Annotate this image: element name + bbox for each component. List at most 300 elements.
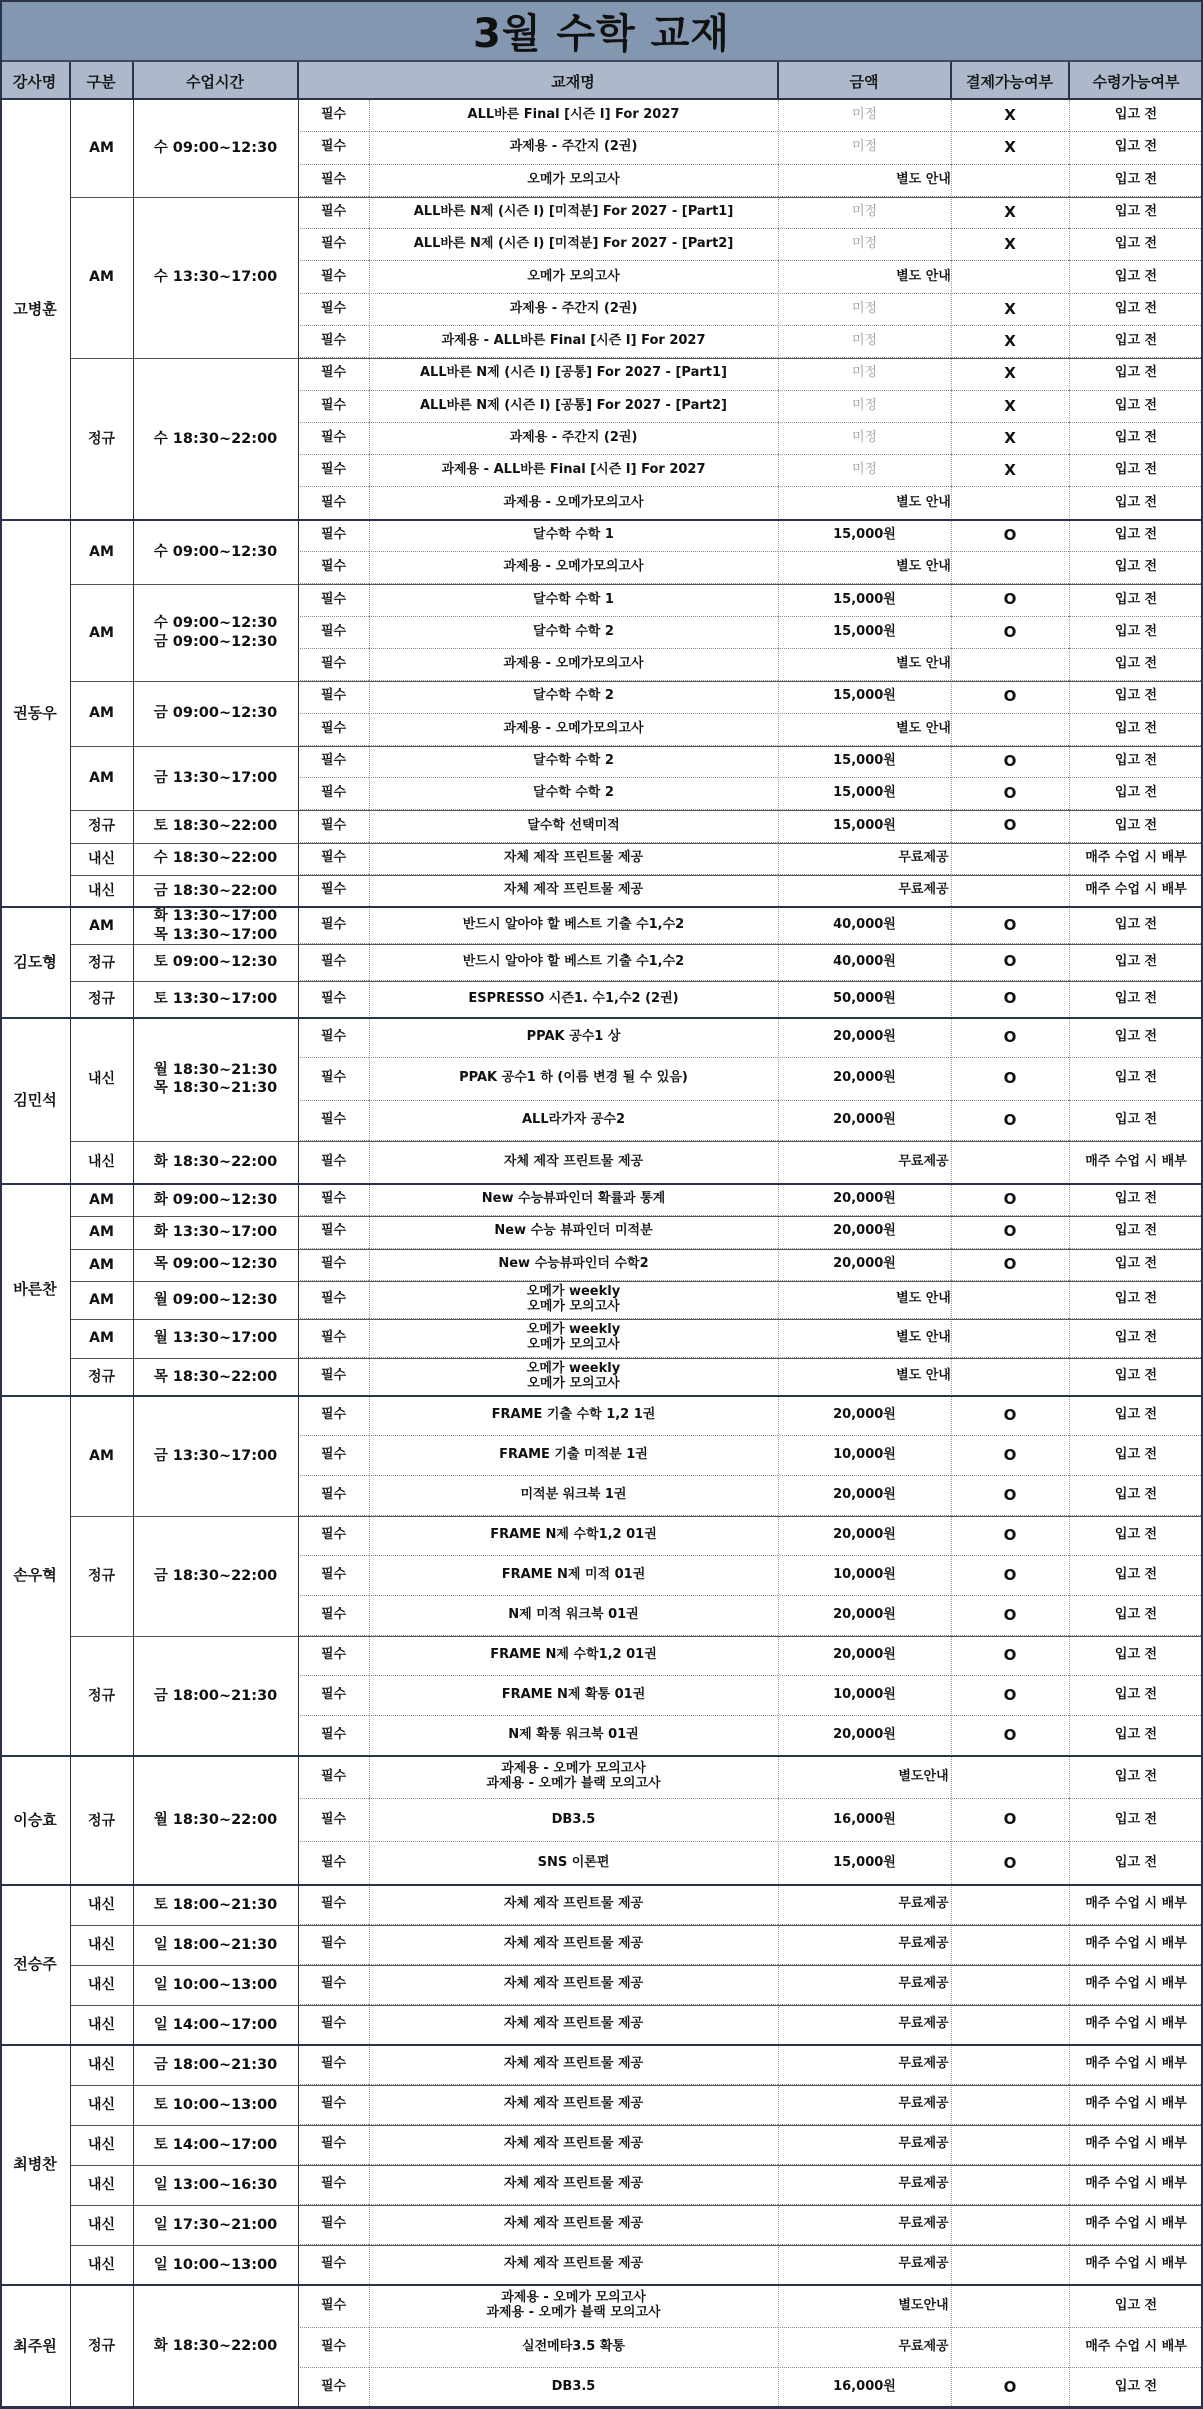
- class-type-cell: 정규: [70, 944, 133, 981]
- payment-availability-cell: O: [951, 1516, 1069, 1556]
- instructor-divider: [0, 1884, 1203, 1886]
- pickup-status-cell: 입고 전: [1069, 1436, 1203, 1476]
- class-time-cell: 일 13:00~16:30: [133, 2165, 298, 2205]
- price-cell: 무료제공: [778, 2125, 1069, 2165]
- class-time-cell: 목 09:00~12:30: [133, 1249, 298, 1281]
- payment-availability-cell: X: [951, 455, 1069, 487]
- group-divider: [70, 2165, 1203, 2166]
- price-cell: 별도 안내: [778, 649, 1069, 681]
- class-type-cell: 내신: [70, 843, 133, 875]
- pickup-status-cell: 입고 전: [1069, 1799, 1203, 1842]
- class-time-cell: 화 13:30~17:00: [133, 1216, 298, 1248]
- class-time-cell: 토 14:00~17:00: [133, 2125, 298, 2165]
- textbook-name-cell: 미적분 워크북 1권: [369, 1476, 778, 1516]
- pickup-status-cell: 매주 수업 시 배부: [1069, 2328, 1203, 2368]
- class-type-cell: AM: [70, 1319, 133, 1357]
- class-time-cell: 일 14:00~17:00: [133, 2005, 298, 2045]
- pickup-status-cell: 매주 수업 시 배부: [1069, 843, 1203, 875]
- class-time-cell: 일 10:00~13:00: [133, 2245, 298, 2285]
- price-cell: 20,000원: [778, 1018, 951, 1058]
- required-cell: 필수: [298, 326, 369, 358]
- required-cell: 필수: [298, 2165, 369, 2205]
- class-type-cell: 내신: [70, 2165, 133, 2205]
- pickup-status-cell: 입고 전: [1069, 2368, 1203, 2408]
- price-cell: 미정: [778, 229, 951, 261]
- textbook-name-cell: 과제용 - ALL바른 Final [시즌 I] For 2027: [369, 455, 778, 487]
- price-cell: 미정: [778, 132, 951, 164]
- payment-availability-cell: O: [951, 944, 1069, 981]
- payment-availability-cell: O: [951, 1799, 1069, 1842]
- payment-availability-cell: O: [951, 907, 1069, 944]
- pickup-status-cell: 매주 수업 시 배부: [1069, 2085, 1203, 2125]
- class-type-cell: 내신: [70, 2125, 133, 2165]
- price-cell: 50,000원: [778, 981, 951, 1018]
- class-time-cell: 금 18:30~22:00: [133, 1516, 298, 1636]
- instructor-name-cell: 바른찬: [0, 1184, 70, 1396]
- textbook-name-cell: New 수능 뷰파인더 미적분: [369, 1216, 778, 1248]
- header-textbook: 교재명: [298, 62, 778, 100]
- textbook-name-cell: 자체 제작 프린트물 제공: [369, 2045, 778, 2085]
- required-cell: 필수: [298, 1885, 369, 1925]
- pickup-status-cell: 매주 수업 시 배부: [1069, 2045, 1203, 2085]
- price-cell: 20,000원: [778, 1636, 951, 1676]
- pickup-status-cell: 입고 전: [1069, 944, 1203, 981]
- required-cell: 필수: [298, 584, 369, 616]
- required-cell: 필수: [298, 2085, 369, 2125]
- price-cell: 무료제공: [778, 1141, 1069, 1184]
- required-cell: 필수: [298, 520, 369, 552]
- header-pickup: 수령가능여부: [1092, 72, 1180, 91]
- payment-availability-cell: O: [951, 681, 1069, 713]
- textbook-name-cell: 자체 제작 프린트물 제공: [369, 2205, 778, 2245]
- price-cell: 10,000원: [778, 1556, 951, 1596]
- price-cell: 미정: [778, 391, 951, 423]
- required-cell: 필수: [298, 2125, 369, 2165]
- pickup-status-cell: 입고 전: [1069, 1058, 1203, 1101]
- textbook-name-cell: DB3.5: [369, 2368, 778, 2408]
- page-title: 3월 수학 교재: [473, 10, 730, 57]
- pickup-status-cell: 매주 수업 시 배부: [1069, 1141, 1203, 1184]
- class-type-cell: 내신: [70, 1141, 133, 1184]
- required-cell: 필수: [298, 1358, 369, 1396]
- price-cell: 20,000원: [778, 1184, 951, 1216]
- header-payment: 결제가능여부: [951, 62, 1069, 100]
- pickup-status-cell: 입고 전: [1069, 1184, 1203, 1216]
- group-divider: [70, 746, 1203, 747]
- class-type-cell: 정규: [70, 1358, 133, 1396]
- class-type-cell: AM: [70, 1184, 133, 1216]
- group-divider: [70, 1216, 1203, 1217]
- price-cell: 별도안내: [778, 1756, 1069, 1799]
- pickup-status-cell: 입고 전: [1069, 455, 1203, 487]
- instructor-name-cell: 김민석: [0, 1018, 70, 1184]
- class-type-cell: 정규: [70, 1756, 133, 1885]
- group-divider: [70, 584, 1203, 585]
- class-time-cell: 월 18:30~21:30 목 18:30~21:30: [133, 1018, 298, 1141]
- price-cell: 15,000원: [778, 810, 951, 842]
- class-time-cell: 수 09:00~12:30 금 09:00~12:30: [133, 584, 298, 681]
- textbook-name-cell: 오메가 모의고사: [369, 165, 778, 197]
- required-cell: 필수: [298, 391, 369, 423]
- required-cell: 필수: [298, 2285, 369, 2328]
- pickup-status-cell: 입고 전: [1069, 1676, 1203, 1716]
- price-cell: 15,000원: [778, 520, 951, 552]
- textbook-name-cell: 과제용 - 오메가모의고사: [369, 714, 778, 746]
- pickup-status-cell: 입고 전: [1069, 487, 1203, 519]
- required-cell: 필수: [298, 649, 369, 681]
- class-time-cell: 화 09:00~12:30: [133, 1184, 298, 1216]
- instructor-name-cell: 고병훈: [0, 100, 70, 520]
- pickup-status-cell: 입고 전: [1069, 326, 1203, 358]
- pickup-status-cell: 입고 전: [1069, 1596, 1203, 1636]
- class-type-cell: AM: [70, 746, 133, 811]
- pickup-status-cell: 입고 전: [1069, 1358, 1203, 1396]
- payment-availability-cell: O: [951, 778, 1069, 810]
- required-cell: 필수: [298, 2368, 369, 2408]
- class-type-cell: 내신: [70, 2205, 133, 2245]
- required-cell: 필수: [298, 1018, 369, 1058]
- textbook-name-cell: New 수능뷰파인더 확률과 통계: [369, 1184, 778, 1216]
- required-cell: 필수: [298, 100, 369, 132]
- pickup-status-cell: 입고 전: [1069, 778, 1203, 810]
- pickup-status-cell: 입고 전: [1069, 552, 1203, 584]
- textbook-name-cell: 자체 제작 프린트물 제공: [369, 875, 778, 907]
- price-cell: 별도안내: [778, 2285, 1069, 2328]
- price-cell: 15,000원: [778, 778, 951, 810]
- required-cell: 필수: [298, 358, 369, 390]
- textbook-name-cell: 오메가 weekly 오메가 모의고사: [369, 1281, 778, 1319]
- textbook-name-cell: 달수학 수학 2: [369, 746, 778, 778]
- pickup-status-cell: 입고 전: [1069, 132, 1203, 164]
- price-cell: 10,000원: [778, 1676, 951, 1716]
- group-divider: [70, 843, 1203, 844]
- pickup-status-cell: 입고 전: [1069, 810, 1203, 842]
- price-cell: 미정: [778, 326, 951, 358]
- required-cell: 필수: [298, 2045, 369, 2085]
- required-cell: 필수: [298, 487, 369, 519]
- pickup-status-cell: 입고 전: [1069, 520, 1203, 552]
- textbook-name-cell: 과제용 - 주간지 (2권): [369, 132, 778, 164]
- pickup-status-cell: 입고 전: [1069, 981, 1203, 1018]
- instructor-name-cell: 이승효: [0, 1756, 70, 1885]
- payment-availability-cell: X: [951, 229, 1069, 261]
- payment-availability-cell: O: [951, 1556, 1069, 1596]
- textbook-name-cell: 자체 제작 프린트물 제공: [369, 1141, 778, 1184]
- payment-availability-cell: X: [951, 391, 1069, 423]
- group-divider: [70, 875, 1203, 876]
- group-divider: [70, 810, 1203, 811]
- textbook-name-cell: 반드시 알아야 할 베스트 기출 수1,수2: [369, 907, 778, 944]
- class-type-cell: AM: [70, 1216, 133, 1248]
- price-cell: 별도 안내: [778, 552, 1069, 584]
- price-cell: 무료제공: [778, 2205, 1069, 2245]
- pickup-status-cell: 매주 수업 시 배부: [1069, 2165, 1203, 2205]
- required-cell: 필수: [298, 1636, 369, 1676]
- required-cell: 필수: [298, 2328, 369, 2368]
- required-cell: 필수: [298, 1965, 369, 2005]
- payment-availability-cell: O: [951, 1184, 1069, 1216]
- class-time-cell: 토 09:00~12:30: [133, 944, 298, 981]
- pickup-status-cell: 매주 수업 시 배부: [1069, 1925, 1203, 1965]
- payment-availability-cell: O: [951, 1596, 1069, 1636]
- required-cell: 필수: [298, 1556, 369, 1596]
- instructor-divider: [0, 1017, 1203, 1019]
- group-divider: [70, 1319, 1203, 1320]
- class-type-cell: AM: [70, 681, 133, 746]
- price-cell: 15,000원: [778, 617, 951, 649]
- group-divider: [70, 1358, 1203, 1359]
- payment-availability-cell: X: [951, 100, 1069, 132]
- instructor-divider: [0, 906, 1203, 908]
- textbook-name-cell: FRAME N제 수학1,2 01권: [369, 1516, 778, 1556]
- required-cell: 필수: [298, 1436, 369, 1476]
- textbook-name-cell: 자체 제작 프린트물 제공: [369, 2085, 778, 2125]
- class-time-cell: 금 13:30~17:00: [133, 1396, 298, 1516]
- pickup-status-cell: 입고 전: [1069, 261, 1203, 293]
- payment-availability-cell: O: [951, 1476, 1069, 1516]
- required-cell: 필수: [298, 1756, 369, 1799]
- class-time-cell: 월 18:30~22:00: [133, 1756, 298, 1885]
- required-cell: 필수: [298, 1799, 369, 1842]
- payment-availability-cell: O: [951, 1842, 1069, 1885]
- required-cell: 필수: [298, 261, 369, 293]
- instructor-divider: [0, 519, 1203, 521]
- required-cell: 필수: [298, 981, 369, 1018]
- required-cell: 필수: [298, 1842, 369, 1885]
- price-cell: 20,000원: [778, 1716, 951, 1756]
- pickup-status-cell: 입고 전: [1069, 714, 1203, 746]
- payment-availability-cell: O: [951, 520, 1069, 552]
- price-cell: 40,000원: [778, 944, 951, 981]
- pickup-status-cell: 입고 전: [1069, 907, 1203, 944]
- required-cell: 필수: [298, 455, 369, 487]
- group-divider: [70, 2085, 1203, 2086]
- class-time-cell: 금 13:30~17:00: [133, 746, 298, 811]
- textbook-name-cell: ALL바른 N제 (시즌 I) [공통] For 2027 - [Part1]: [369, 358, 778, 390]
- textbook-name-cell: 과제용 - 오메가 모의고사 과제용 - 오메가 블랙 모의고사: [369, 1756, 778, 1799]
- payment-availability-cell: O: [951, 1676, 1069, 1716]
- required-cell: 필수: [298, 423, 369, 455]
- class-time-cell: 토 13:30~17:00: [133, 981, 298, 1018]
- price-cell: 별도 안내: [778, 1358, 1069, 1396]
- price-cell: 20,000원: [778, 1396, 951, 1436]
- required-cell: 필수: [298, 1716, 369, 1756]
- class-time-cell: 토 18:30~22:00: [133, 810, 298, 842]
- required-cell: 필수: [298, 1476, 369, 1516]
- pickup-status-cell: 입고 전: [1069, 1018, 1203, 1058]
- group-divider: [70, 944, 1203, 945]
- required-cell: 필수: [298, 810, 369, 842]
- pickup-status-cell: 입고 전: [1069, 1556, 1203, 1596]
- textbook-name-cell: 자체 제작 프린트물 제공: [369, 2125, 778, 2165]
- textbook-name-cell: 달수학 선택미적: [369, 810, 778, 842]
- textbook-name-cell: 과제용 - 오메가모의고사: [369, 552, 778, 584]
- class-type-cell: 내신: [70, 1885, 133, 1925]
- payment-availability-cell: O: [951, 1716, 1069, 1756]
- textbook-name-cell: 과제용 - 주간지 (2권): [369, 423, 778, 455]
- payment-availability-cell: O: [951, 1216, 1069, 1248]
- pickup-status-cell: 매주 수업 시 배부: [1069, 2245, 1203, 2285]
- class-time-cell: 수 18:30~22:00: [133, 843, 298, 875]
- textbook-name-cell: 자체 제작 프린트물 제공: [369, 2165, 778, 2205]
- required-cell: 필수: [298, 681, 369, 713]
- required-cell: 필수: [298, 294, 369, 326]
- required-cell: 필수: [298, 907, 369, 944]
- textbook-name-cell: 과제용 - 오메가모의고사: [369, 649, 778, 681]
- group-divider: [70, 2125, 1203, 2126]
- class-time-cell: 금 18:30~22:00: [133, 875, 298, 907]
- class-type-cell: 정규: [70, 2285, 133, 2408]
- payment-availability-cell: O: [951, 981, 1069, 1018]
- header-type: 구분: [70, 62, 133, 100]
- required-cell: 필수: [298, 1319, 369, 1357]
- pickup-status-cell: 입고 전: [1069, 584, 1203, 616]
- group-divider: [70, 358, 1203, 359]
- textbook-name-cell: 과제용 - ALL바른 Final [시즌 I] For 2027: [369, 326, 778, 358]
- pickup-status-cell: 입고 전: [1069, 617, 1203, 649]
- required-cell: 필수: [298, 843, 369, 875]
- required-cell: 필수: [298, 778, 369, 810]
- price-cell: 20,000원: [778, 1596, 951, 1636]
- price-cell: 미정: [778, 100, 951, 132]
- textbook-name-cell: 오메가 weekly 오메가 모의고사: [369, 1358, 778, 1396]
- textbook-name-cell: FRAME N제 수학1,2 01권: [369, 1636, 778, 1676]
- payment-availability-cell: X: [951, 358, 1069, 390]
- class-type-cell: 정규: [70, 981, 133, 1018]
- header-instructor: 강사명: [0, 62, 70, 100]
- class-type-cell: 내신: [70, 2045, 133, 2085]
- price-cell: 무료제공: [778, 2165, 1069, 2205]
- class-time-cell: 목 18:30~22:00: [133, 1358, 298, 1396]
- textbook-name-cell: FRAME 기출 수학 1,2 1권: [369, 1396, 778, 1436]
- textbook-name-cell: 과제용 - 주간지 (2권): [369, 294, 778, 326]
- payment-availability-cell: X: [951, 197, 1069, 229]
- pickup-status-cell: 매주 수업 시 배부: [1069, 1885, 1203, 1925]
- textbook-name-cell: 반드시 알아야 할 베스트 기출 수1,수2: [369, 944, 778, 981]
- pickup-status-cell: 매주 수업 시 배부: [1069, 2205, 1203, 2245]
- class-time-cell: 수 09:00~12:30: [133, 100, 298, 197]
- textbook-name-cell: N제 확통 워크북 01권: [369, 1716, 778, 1756]
- price-cell: 16,000원: [778, 2368, 951, 2408]
- required-cell: 필수: [298, 2245, 369, 2285]
- payment-availability-cell: O: [951, 1249, 1069, 1281]
- textbook-name-cell: 달수학 수학 1: [369, 520, 778, 552]
- textbook-name-cell: ALL바른 Final [시즌 I] For 2027: [369, 100, 778, 132]
- class-time-cell: 수 09:00~12:30: [133, 520, 298, 585]
- textbook-name-cell: 과제용 - 오메가모의고사: [369, 487, 778, 519]
- price-cell: 무료제공: [778, 1885, 1069, 1925]
- price-cell: 15,000원: [778, 681, 951, 713]
- textbook-name-cell: New 수능뷰파인더 수학2: [369, 1249, 778, 1281]
- required-cell: 필수: [298, 1216, 369, 1248]
- pickup-status-cell: 입고 전: [1069, 294, 1203, 326]
- class-type-cell: AM: [70, 584, 133, 681]
- payment-availability-cell: O: [951, 1058, 1069, 1101]
- textbook-name-cell: SNS 이론편: [369, 1842, 778, 1885]
- class-time-cell: 화 13:30~17:00 목 13:30~17:00: [133, 907, 298, 944]
- group-divider: [70, 1925, 1203, 1926]
- pickup-status-cell: 입고 전: [1069, 681, 1203, 713]
- textbook-name-cell: FRAME N제 확통 01권: [369, 1676, 778, 1716]
- instructor-divider: [0, 1755, 1203, 1757]
- instructor-divider: [0, 1395, 1203, 1397]
- pickup-status-cell: 입고 전: [1069, 197, 1203, 229]
- pickup-status-cell: 입고 전: [1069, 1716, 1203, 1756]
- pickup-status-cell: 입고 전: [1069, 423, 1203, 455]
- required-cell: 필수: [298, 2005, 369, 2045]
- instructor-divider: [0, 2284, 1203, 2286]
- payment-availability-cell: O: [951, 1396, 1069, 1436]
- textbook-name-cell: 오메가 weekly 오메가 모의고사: [369, 1319, 778, 1357]
- price-cell: 20,000원: [778, 1249, 951, 1281]
- required-cell: 필수: [298, 197, 369, 229]
- price-cell: 별도 안내: [778, 165, 1069, 197]
- pickup-status-cell: 입고 전: [1069, 391, 1203, 423]
- class-time-cell: 수 18:30~22:00: [133, 358, 298, 519]
- pickup-status-cell: 매주 수업 시 배부: [1069, 2125, 1203, 2165]
- price-cell: 무료제공: [778, 843, 1069, 875]
- pickup-status-cell: 입고 전: [1069, 2285, 1203, 2328]
- price-cell: 40,000원: [778, 907, 951, 944]
- textbook-name-cell: 자체 제작 프린트물 제공: [369, 2005, 778, 2045]
- price-cell: 별도 안내: [778, 714, 1069, 746]
- price-cell: 15,000원: [778, 746, 951, 778]
- payment-availability-cell: O: [951, 1101, 1069, 1141]
- header-class-time: 수업시간: [133, 62, 298, 100]
- price-cell: 무료제공: [778, 2005, 1069, 2045]
- class-time-cell: 월 13:30~17:00: [133, 1319, 298, 1357]
- pickup-status-cell: 매주 수업 시 배부: [1069, 2005, 1203, 2045]
- class-time-cell: 일 18:00~21:30: [133, 1925, 298, 1965]
- class-time-cell: 수 13:30~17:00: [133, 197, 298, 358]
- class-type-cell: AM: [70, 520, 133, 585]
- class-type-cell: AM: [70, 907, 133, 944]
- class-time-cell: 화 18:30~22:00: [133, 2285, 298, 2408]
- price-cell: 무료제공: [778, 1965, 1069, 2005]
- textbook-name-cell: 달수학 수학 2: [369, 617, 778, 649]
- class-time-cell: 금 09:00~12:30: [133, 681, 298, 746]
- header-price: 금액: [778, 62, 951, 100]
- required-cell: 필수: [298, 1281, 369, 1319]
- class-time-cell: 금 18:00~21:30: [133, 2045, 298, 2085]
- payment-availability-cell: O: [951, 1436, 1069, 1476]
- textbook-name-cell: 실전메타3.5 확통: [369, 2328, 778, 2368]
- group-divider: [70, 2005, 1203, 2006]
- group-divider: [70, 2205, 1203, 2206]
- price-cell: 10,000원: [778, 1436, 951, 1476]
- textbook-name-cell: FRAME N제 미적 01권: [369, 1556, 778, 1596]
- pickup-status-cell: 입고 전: [1069, 1281, 1203, 1319]
- textbook-name-cell: 달수학 수학 1: [369, 584, 778, 616]
- price-cell: 15,000원: [778, 584, 951, 616]
- class-time-cell: 화 18:30~22:00: [133, 1141, 298, 1184]
- class-type-cell: AM: [70, 197, 133, 358]
- pickup-status-cell: 입고 전: [1069, 1249, 1203, 1281]
- instructor-name-cell: 최주원: [0, 2285, 70, 2408]
- instructor-name-cell: 권동우: [0, 520, 70, 907]
- group-divider: [70, 1516, 1203, 1517]
- textbook-name-cell: 달수학 수학 2: [369, 778, 778, 810]
- group-divider: [70, 2245, 1203, 2246]
- class-type-cell: 정규: [70, 1516, 133, 1636]
- class-time-cell: 금 18:00~21:30: [133, 1636, 298, 1756]
- class-type-cell: 정규: [70, 810, 133, 842]
- class-type-cell: 내신: [70, 2245, 133, 2285]
- pickup-status-cell: 입고 전: [1069, 1216, 1203, 1248]
- textbook-name-cell: 자체 제작 프린트물 제공: [369, 1885, 778, 1925]
- pickup-status-cell: 입고 전: [1069, 358, 1203, 390]
- price-cell: 20,000원: [778, 1216, 951, 1248]
